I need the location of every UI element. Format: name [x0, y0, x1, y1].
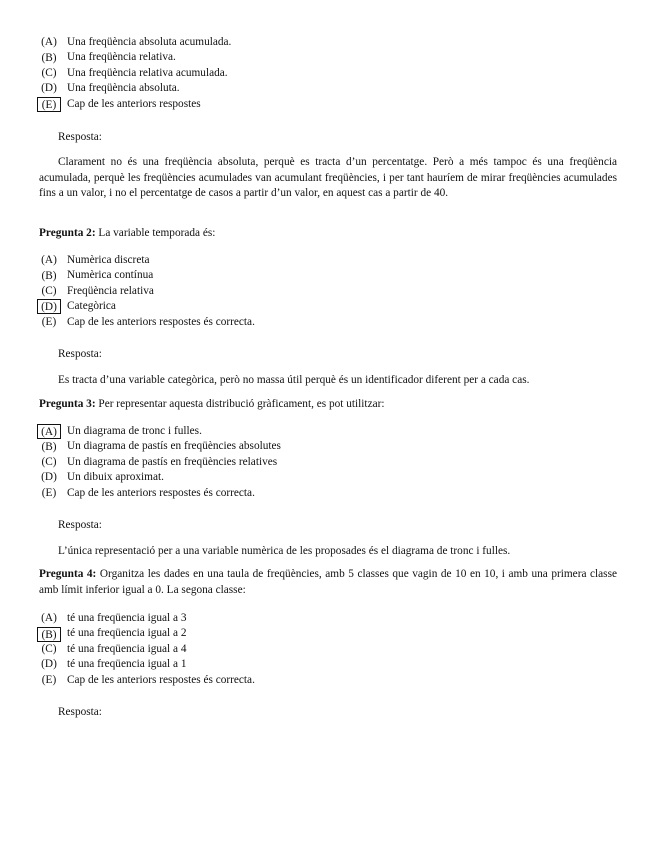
q4-response-label: Resposta:	[58, 706, 102, 718]
q3-option-e: (E) Cap de les anteriors respostes és correcta.	[41, 486, 255, 499]
q1-response-label: Resposta:	[58, 131, 102, 143]
selected-answer-box: (D)	[37, 299, 61, 314]
q3-response-label: Resposta:	[58, 519, 102, 531]
q2-response-label: Resposta:	[58, 348, 102, 360]
selected-answer-box: (A)	[37, 424, 61, 439]
q3-answer-text: L’única representació per a una variable numèrica de les proposades és el diagrama de tronc i fulles.	[58, 545, 511, 557]
q3-options	[37, 424, 597, 501]
q1-option-d: (D) Una freqüència absoluta.	[41, 82, 180, 95]
q2-option-c: (C) Freqüència relativa	[41, 284, 154, 297]
q2-option-b: (B) Numèrica contínua	[41, 269, 154, 282]
q4-option-c: (C) té una freqüencia igual a 4	[41, 642, 187, 655]
q2-answer-text: Es tracta d’una variable categòrica, però no massa útil perquè és un identificador diferent per a cada cas.	[58, 374, 530, 386]
q3-option-a-selected: (A) Un diagrama de tronc i fulles.	[37, 424, 597, 439]
q4-label: Pregunta 4:	[39, 568, 97, 580]
selected-answer-box: (E)	[37, 97, 61, 112]
q4-heading	[39, 567, 617, 598]
q1-answer-text: Clarament no és una freqüència absoluta, perquè es tracta d’un percentatge. Però a més tampoc és una freqüència acumulada, perquè les freqüències acumulades van acumulant freqüències, i per tant hauríem de mirar freqüències acumulades fins a un valor, i no el percentatge de casos a partir d’un valor, en aquest cas a partir de 40.	[39, 156, 617, 199]
q3-heading	[39, 397, 617, 413]
q4-option-b-selected: (B) té una freqüencia igual a 2	[37, 626, 597, 641]
q3-option-d: (D) Un dibuix aproximat.	[41, 471, 164, 484]
q2-options	[37, 253, 597, 330]
q2-option-e: (E) Cap de les anteriors respostes és correcta.	[41, 315, 255, 328]
q2-prompt: La variable temporada és:	[98, 227, 216, 239]
q3-option-b: (B) Un diagrama de pastís en freqüències absolutes	[41, 440, 281, 453]
q2-heading	[39, 226, 617, 242]
q4-option-a: (A) té una freqüencia igual a 3	[41, 611, 187, 625]
q1-option-a: (A) Una freqüència absoluta acumulada.	[41, 35, 232, 49]
q3-prompt: Per representar aquesta distribució gràficament, es pot utilitzar:	[98, 398, 385, 410]
q3-option-c: (C) Un diagrama de pastís en freqüències relatives	[41, 455, 278, 468]
q4-options	[37, 611, 597, 688]
q1-options	[37, 35, 597, 112]
q1-option-e-selected: (E) Cap de les anteriors respostes	[37, 97, 597, 112]
q3-label: Pregunta 3:	[39, 398, 96, 410]
selected-answer-box: (B)	[37, 627, 61, 642]
q1-option-c: (C) Una freqüència relativa acumulada.	[41, 66, 228, 79]
q4-option-e: (E) Cap de les anteriors respostes és correcta.	[41, 673, 255, 686]
q2-option-a: (A) Numèrica discreta	[41, 253, 150, 267]
q2-option-d-selected: (D) Categòrica	[37, 299, 597, 314]
q2-label: Pregunta 2:	[39, 227, 96, 239]
q4-option-d: (D) té una freqüencia igual a 1	[41, 658, 187, 671]
q1-option-b: (B) Una freqüència relativa.	[41, 51, 176, 64]
q4-prompt: Organitza les dades en una taula de freqüències, amb 5 classes que vagin de 10 en 10, i amb una primera classe amb límit inferior igual a 0. La segona classe:	[39, 568, 617, 596]
